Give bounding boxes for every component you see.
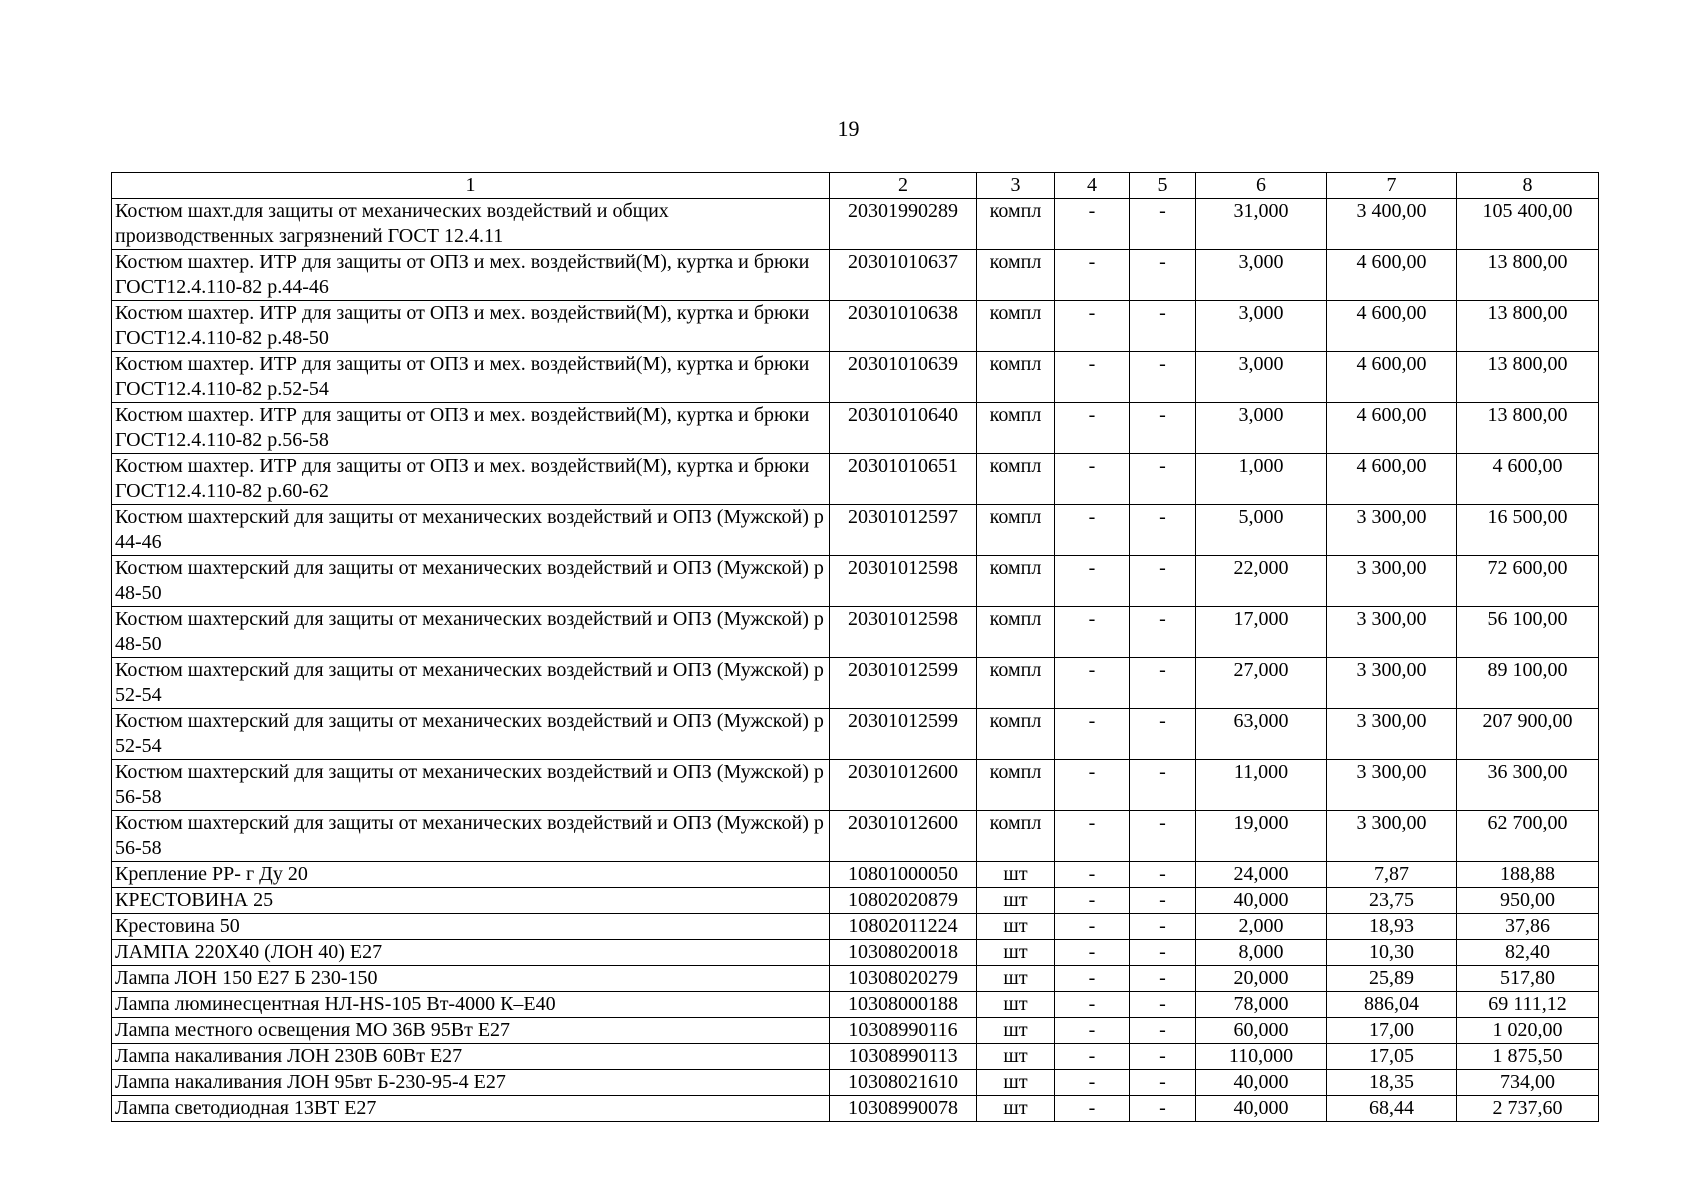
column-4-cell: - — [1055, 199, 1130, 250]
column-5-cell: - — [1130, 862, 1196, 888]
quantity-cell: 2,000 — [1196, 914, 1327, 940]
unit-cell: компл — [977, 352, 1055, 403]
price-cell: 25,89 — [1327, 966, 1457, 992]
unit-cell: компл — [977, 658, 1055, 709]
item-name-cell: Костюм шахтерский для защиты от механических воздействий и ОПЗ (Мужской) р 48-50 — [112, 556, 830, 607]
sum-cell: 13 800,00 — [1457, 352, 1599, 403]
price-cell: 23,75 — [1327, 888, 1457, 914]
sum-cell: 37,86 — [1457, 914, 1599, 940]
table-row — [112, 301, 1599, 352]
sum-cell: 188,88 — [1457, 862, 1599, 888]
column-4-cell: - — [1055, 760, 1130, 811]
column-5-cell: - — [1130, 1070, 1196, 1096]
table-row — [112, 811, 1599, 862]
column-4-cell: - — [1055, 505, 1130, 556]
unit-cell: компл — [977, 403, 1055, 454]
column-5-cell: - — [1130, 966, 1196, 992]
column-4-cell: - — [1055, 352, 1130, 403]
column-5-cell: - — [1130, 454, 1196, 505]
item-name-cell: Лампа накаливания ЛОН 230В 60Вт Е27 — [112, 1044, 830, 1070]
price-cell: 3 300,00 — [1327, 658, 1457, 709]
table-row — [112, 199, 1599, 250]
table-row — [112, 992, 1599, 1018]
quantity-cell: 22,000 — [1196, 556, 1327, 607]
column-5-cell: - — [1130, 1096, 1196, 1122]
sum-cell: 56 100,00 — [1457, 607, 1599, 658]
sum-cell: 2 737,60 — [1457, 1096, 1599, 1122]
quantity-cell: 17,000 — [1196, 607, 1327, 658]
column-4-cell: - — [1055, 811, 1130, 862]
item-name-cell: Костюм шахтерский для защиты от механических воздействий и ОПЗ (Мужской) р 44-46 — [112, 505, 830, 556]
item-code-cell: 10308990116 — [830, 1018, 977, 1044]
quantity-cell: 3,000 — [1196, 352, 1327, 403]
column-4-cell: - — [1055, 403, 1130, 454]
table-row — [112, 914, 1599, 940]
table-row — [112, 862, 1599, 888]
quantity-cell: 78,000 — [1196, 992, 1327, 1018]
unit-cell: компл — [977, 709, 1055, 760]
column-4-cell: - — [1055, 658, 1130, 709]
quantity-cell: 19,000 — [1196, 811, 1327, 862]
item-code-cell: 20301010638 — [830, 301, 977, 352]
column-5-cell: - — [1130, 1044, 1196, 1070]
column-5-cell: - — [1130, 914, 1196, 940]
table-row — [112, 658, 1599, 709]
column-5-cell: - — [1130, 199, 1196, 250]
item-code-cell: 20301012600 — [830, 811, 977, 862]
quantity-cell: 40,000 — [1196, 1096, 1327, 1122]
quantity-cell: 40,000 — [1196, 1070, 1327, 1096]
item-name-cell: Лампа местного освещения МО 36В 95Вт Е27 — [112, 1018, 830, 1044]
unit-cell: шт — [977, 914, 1055, 940]
unit-cell: шт — [977, 1044, 1055, 1070]
column-5-cell: - — [1130, 607, 1196, 658]
price-cell: 4 600,00 — [1327, 301, 1457, 352]
column-5-cell: - — [1130, 992, 1196, 1018]
unit-cell: шт — [977, 1096, 1055, 1122]
item-name-cell: Костюм шахтер. ИТР для защиты от ОПЗ и мех. воздействий(М), куртка и брюки ГОСТ12.4.110-82 р.44-46 — [112, 250, 830, 301]
column-4-cell: - — [1055, 992, 1130, 1018]
unit-cell: шт — [977, 862, 1055, 888]
column-4-cell: - — [1055, 966, 1130, 992]
column-header: 1 — [112, 173, 830, 199]
sum-cell: 72 600,00 — [1457, 556, 1599, 607]
price-cell: 17,05 — [1327, 1044, 1457, 1070]
column-4-cell: - — [1055, 709, 1130, 760]
item-code-cell: 10802011224 — [830, 914, 977, 940]
column-5-cell: - — [1130, 811, 1196, 862]
unit-cell: компл — [977, 199, 1055, 250]
column-4-cell: - — [1055, 454, 1130, 505]
column-4-cell: - — [1055, 940, 1130, 966]
table-row — [112, 352, 1599, 403]
table-header-row — [112, 173, 1599, 199]
unit-cell: шт — [977, 992, 1055, 1018]
item-code-cell: 10308020279 — [830, 966, 977, 992]
sum-cell: 105 400,00 — [1457, 199, 1599, 250]
sum-cell: 82,40 — [1457, 940, 1599, 966]
price-cell: 18,35 — [1327, 1070, 1457, 1096]
item-code-cell: 20301012599 — [830, 709, 977, 760]
item-code-cell: 10308000188 — [830, 992, 977, 1018]
column-header: 5 — [1130, 173, 1196, 199]
column-5-cell: - — [1130, 1018, 1196, 1044]
column-4-cell: - — [1055, 1018, 1130, 1044]
unit-cell: компл — [977, 607, 1055, 658]
column-5-cell: - — [1130, 301, 1196, 352]
price-cell: 4 600,00 — [1327, 454, 1457, 505]
table-row — [112, 760, 1599, 811]
column-header: 3 — [977, 173, 1055, 199]
column-5-cell: - — [1130, 709, 1196, 760]
unit-cell: компл — [977, 505, 1055, 556]
price-cell: 3 300,00 — [1327, 556, 1457, 607]
table-body — [112, 199, 1599, 1122]
inventory-table — [111, 172, 1599, 1122]
unit-cell: компл — [977, 760, 1055, 811]
table-row — [112, 607, 1599, 658]
sum-cell: 1 875,50 — [1457, 1044, 1599, 1070]
item-name-cell: ЛАМПА 220Х40 (ЛОН 40) Е27 — [112, 940, 830, 966]
sum-cell: 517,80 — [1457, 966, 1599, 992]
item-name-cell: Костюм шахтер. ИТР для защиты от ОПЗ и мех. воздействий(М), куртка и брюки ГОСТ12.4.110-82 р.56-58 — [112, 403, 830, 454]
unit-cell: шт — [977, 888, 1055, 914]
quantity-cell: 27,000 — [1196, 658, 1327, 709]
column-4-cell: - — [1055, 862, 1130, 888]
table-row — [112, 1018, 1599, 1044]
table-row — [112, 1096, 1599, 1122]
column-header: 7 — [1327, 173, 1457, 199]
item-code-cell: 10308990113 — [830, 1044, 977, 1070]
column-header: 6 — [1196, 173, 1327, 199]
column-4-cell: - — [1055, 1096, 1130, 1122]
sum-cell: 734,00 — [1457, 1070, 1599, 1096]
item-code-cell: 20301010651 — [830, 454, 977, 505]
item-code-cell: 10802020879 — [830, 888, 977, 914]
price-cell: 3 300,00 — [1327, 709, 1457, 760]
quantity-cell: 5,000 — [1196, 505, 1327, 556]
column-header: 4 — [1055, 173, 1130, 199]
column-4-cell: - — [1055, 301, 1130, 352]
item-code-cell: 20301010639 — [830, 352, 977, 403]
sum-cell: 89 100,00 — [1457, 658, 1599, 709]
column-5-cell: - — [1130, 505, 1196, 556]
item-name-cell: Лампа люминесцентная НЛ-HS-105 Вт-4000 К–Е40 — [112, 992, 830, 1018]
item-name-cell: Костюм шахтер. ИТР для защиты от ОПЗ и мех. воздействий(М), куртка и брюки ГОСТ12.4.110-82 р.60-62 — [112, 454, 830, 505]
price-cell: 68,44 — [1327, 1096, 1457, 1122]
table-row — [112, 709, 1599, 760]
quantity-cell: 11,000 — [1196, 760, 1327, 811]
sum-cell: 1 020,00 — [1457, 1018, 1599, 1044]
item-name-cell: Костюм шахтер. ИТР для защиты от ОПЗ и мех. воздействий(М), куртка и брюки ГОСТ12.4.110-82 р.48-50 — [112, 301, 830, 352]
sum-cell: 13 800,00 — [1457, 403, 1599, 454]
table-row — [112, 966, 1599, 992]
sum-cell: 13 800,00 — [1457, 250, 1599, 301]
sum-cell: 69 111,12 — [1457, 992, 1599, 1018]
price-cell: 4 600,00 — [1327, 250, 1457, 301]
sum-cell: 950,00 — [1457, 888, 1599, 914]
column-5-cell: - — [1130, 250, 1196, 301]
item-code-cell: 20301990289 — [830, 199, 977, 250]
item-code-cell: 20301012597 — [830, 505, 977, 556]
item-code-cell: 10308020018 — [830, 940, 977, 966]
unit-cell: шт — [977, 940, 1055, 966]
unit-cell: шт — [977, 1018, 1055, 1044]
item-name-cell: Лампа светодиодная 13ВТ Е27 — [112, 1096, 830, 1122]
quantity-cell: 20,000 — [1196, 966, 1327, 992]
column-4-cell: - — [1055, 607, 1130, 658]
item-code-cell: 20301012600 — [830, 760, 977, 811]
item-code-cell: 10308021610 — [830, 1070, 977, 1096]
item-code-cell: 10801000050 — [830, 862, 977, 888]
column-4-cell: - — [1055, 1070, 1130, 1096]
item-code-cell: 20301012598 — [830, 607, 977, 658]
unit-cell: компл — [977, 556, 1055, 607]
item-name-cell: Крестовина 50 — [112, 914, 830, 940]
table-row — [112, 403, 1599, 454]
page-number: 19 — [837, 116, 860, 141]
quantity-cell: 3,000 — [1196, 403, 1327, 454]
price-cell: 3 400,00 — [1327, 199, 1457, 250]
quantity-cell: 63,000 — [1196, 709, 1327, 760]
quantity-cell: 24,000 — [1196, 862, 1327, 888]
column-4-cell: - — [1055, 888, 1130, 914]
column-5-cell: - — [1130, 556, 1196, 607]
item-code-cell: 20301010637 — [830, 250, 977, 301]
unit-cell: шт — [977, 1070, 1055, 1096]
column-5-cell: - — [1130, 658, 1196, 709]
sum-cell: 4 600,00 — [1457, 454, 1599, 505]
price-cell: 3 300,00 — [1327, 811, 1457, 862]
quantity-cell: 3,000 — [1196, 250, 1327, 301]
table-row — [112, 454, 1599, 505]
item-name-cell: КРЕСТОВИНА 25 — [112, 888, 830, 914]
quantity-cell: 8,000 — [1196, 940, 1327, 966]
item-code-cell: 20301012599 — [830, 658, 977, 709]
unit-cell: компл — [977, 454, 1055, 505]
item-name-cell: Костюм шахтерский для защиты от механических воздействий и ОПЗ (Мужской) р 48-50 — [112, 607, 830, 658]
table-row — [112, 888, 1599, 914]
table-row — [112, 1070, 1599, 1096]
quantity-cell: 60,000 — [1196, 1018, 1327, 1044]
price-cell: 3 300,00 — [1327, 760, 1457, 811]
quantity-cell: 31,000 — [1196, 199, 1327, 250]
quantity-cell: 3,000 — [1196, 301, 1327, 352]
sum-cell: 36 300,00 — [1457, 760, 1599, 811]
quantity-cell: 1,000 — [1196, 454, 1327, 505]
item-code-cell: 20301012598 — [830, 556, 977, 607]
price-cell: 3 300,00 — [1327, 505, 1457, 556]
column-5-cell: - — [1130, 940, 1196, 966]
item-name-cell: Костюм шахтерский для защиты от механических воздействий и ОПЗ (Мужской) р 56-58 — [112, 760, 830, 811]
column-header: 2 — [830, 173, 977, 199]
table-row — [112, 250, 1599, 301]
table-row — [112, 556, 1599, 607]
price-cell: 4 600,00 — [1327, 403, 1457, 454]
price-cell: 886,04 — [1327, 992, 1457, 1018]
item-code-cell: 10308990078 — [830, 1096, 977, 1122]
item-name-cell: Лампа накаливания ЛОН 95вт Б-230-95-4 Е27 — [112, 1070, 830, 1096]
price-cell: 10,30 — [1327, 940, 1457, 966]
unit-cell: шт — [977, 966, 1055, 992]
item-name-cell: Костюм шахт.для защиты от механических воздействий и общих производственных загрязнений ГОСТ 12.4.11 — [112, 199, 830, 250]
item-name-cell: Крепление РР- г Ду 20 — [112, 862, 830, 888]
quantity-cell: 110,000 — [1196, 1044, 1327, 1070]
item-name-cell: Костюм шахтерский для защиты от механических воздействий и ОПЗ (Мужской) р 56-58 — [112, 811, 830, 862]
table-row — [112, 940, 1599, 966]
unit-cell: компл — [977, 811, 1055, 862]
table-row — [112, 1044, 1599, 1070]
column-5-cell: - — [1130, 352, 1196, 403]
price-cell: 18,93 — [1327, 914, 1457, 940]
column-4-cell: - — [1055, 250, 1130, 301]
sum-cell: 207 900,00 — [1457, 709, 1599, 760]
column-5-cell: - — [1130, 760, 1196, 811]
item-name-cell: Лампа ЛОН 150 Е27 Б 230-150 — [112, 966, 830, 992]
column-header: 8 — [1457, 173, 1599, 199]
column-5-cell: - — [1130, 888, 1196, 914]
price-cell: 4 600,00 — [1327, 352, 1457, 403]
price-cell: 3 300,00 — [1327, 607, 1457, 658]
sum-cell: 62 700,00 — [1457, 811, 1599, 862]
column-4-cell: - — [1055, 1044, 1130, 1070]
quantity-cell: 40,000 — [1196, 888, 1327, 914]
column-4-cell: - — [1055, 914, 1130, 940]
item-name-cell: Костюм шахтерский для защиты от механических воздействий и ОПЗ (Мужской) р 52-54 — [112, 709, 830, 760]
item-name-cell: Костюм шахтерский для защиты от механических воздействий и ОПЗ (Мужской) р 52-54 — [112, 658, 830, 709]
unit-cell: компл — [977, 250, 1055, 301]
column-4-cell: - — [1055, 556, 1130, 607]
price-cell: 7,87 — [1327, 862, 1457, 888]
column-5-cell: - — [1130, 403, 1196, 454]
sum-cell: 13 800,00 — [1457, 301, 1599, 352]
item-name-cell: Костюм шахтер. ИТР для защиты от ОПЗ и мех. воздействий(М), куртка и брюки ГОСТ12.4.110-82 р.52-54 — [112, 352, 830, 403]
table-row — [112, 505, 1599, 556]
unit-cell: компл — [977, 301, 1055, 352]
item-code-cell: 20301010640 — [830, 403, 977, 454]
price-cell: 17,00 — [1327, 1018, 1457, 1044]
sum-cell: 16 500,00 — [1457, 505, 1599, 556]
